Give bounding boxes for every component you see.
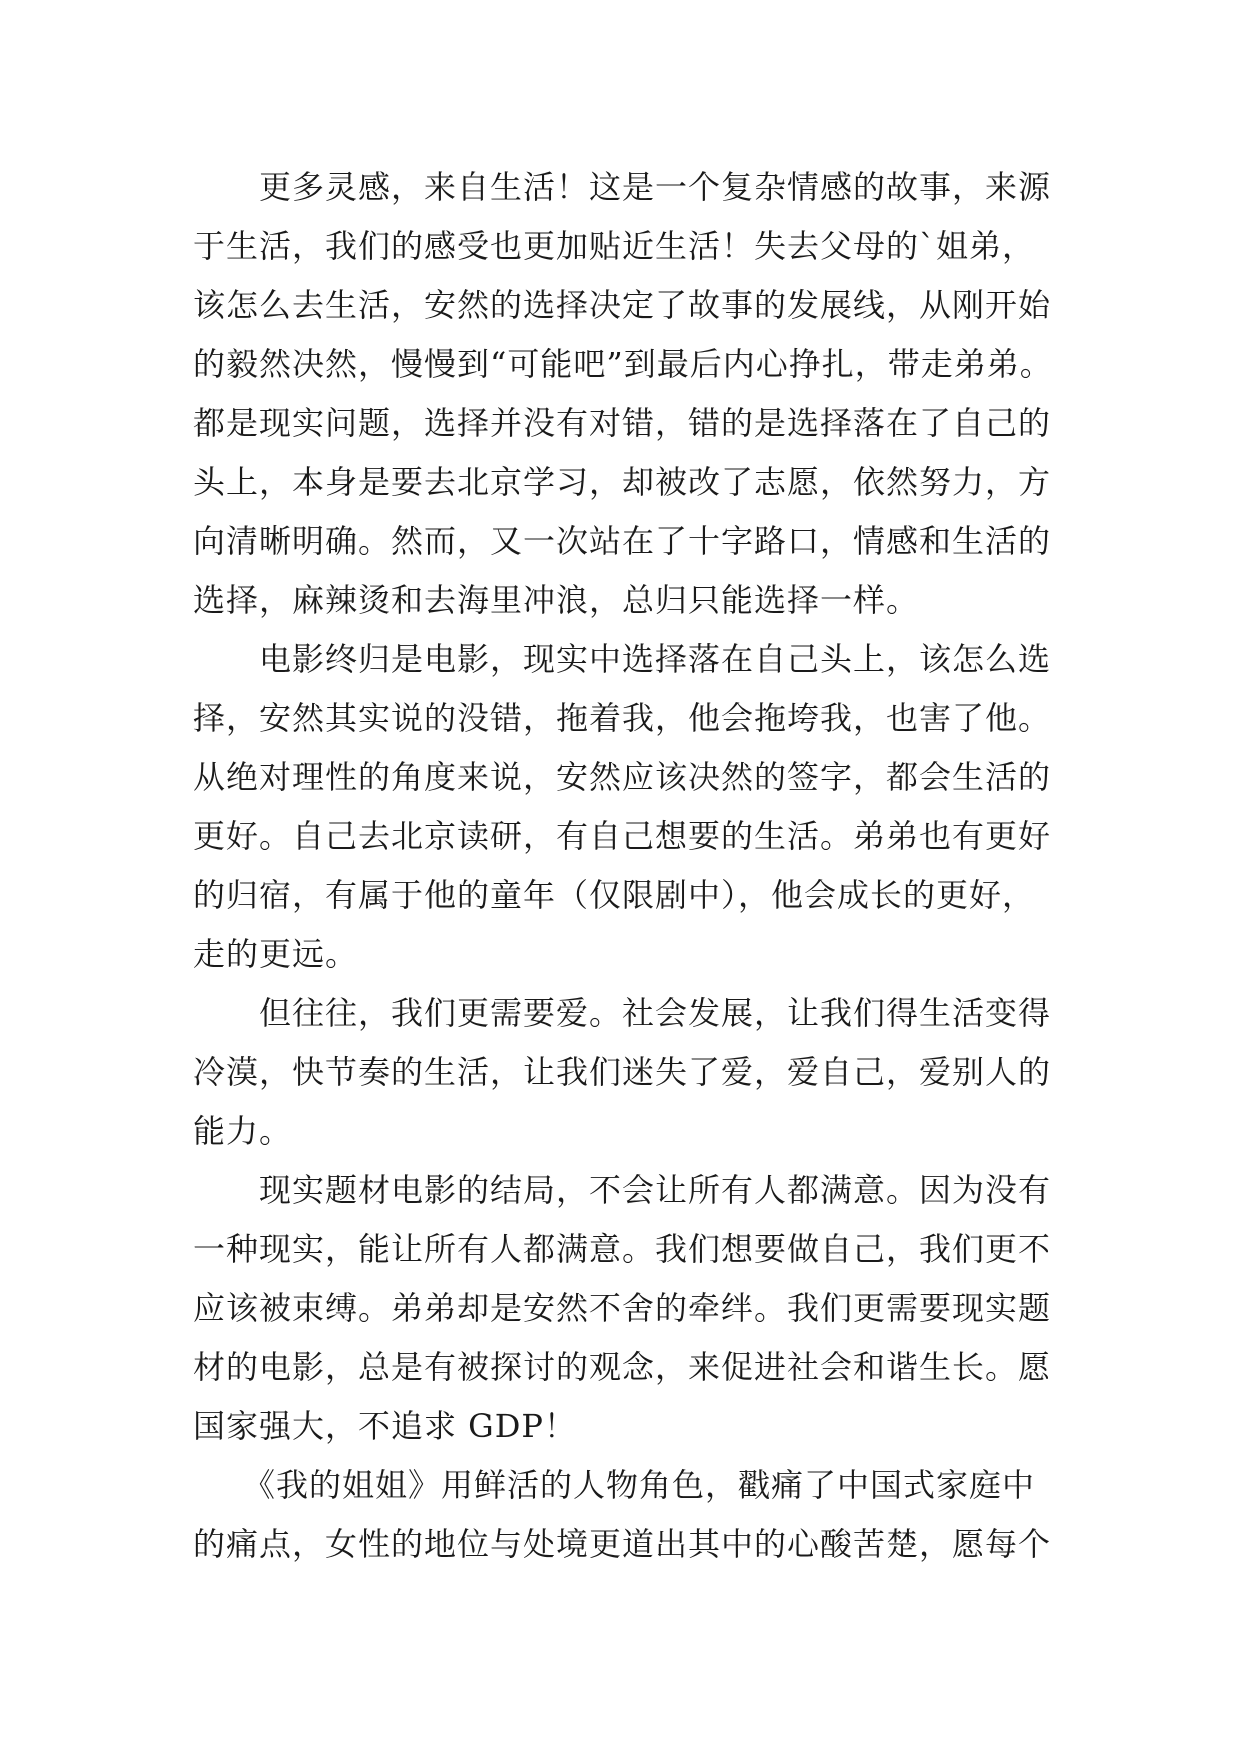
- text-line: 的归宿，有属于他的童年（仅限剧中），他会成长的更好，: [193, 876, 1036, 914]
- text-line: 选择，麻辣烫和去海里冲浪，总归只能选择一样。: [193, 581, 920, 619]
- text-line: 更好。自己去北京读研，有自己想要的生活。弟弟也有更好: [193, 817, 1052, 855]
- text-line: 都是现实问题，选择并没有对错，错的是选择落在了自己的: [193, 404, 1052, 442]
- text-line: 应该被束缚。弟弟却是安然不舍的牵绊。我们更需要现实题: [193, 1289, 1052, 1327]
- text-line: 向清晰明确。然而，又一次站在了十字路口，情感和生活的: [193, 522, 1052, 560]
- text-line: 能力。: [193, 1112, 293, 1150]
- text-line: 于生活，我们的感受也更加贴近生活！失去父母的`姐弟，: [193, 227, 1036, 265]
- text-line: 《我的姐姐》用鲜活的人物角色，戳痛了中国式家庭中: [193, 1466, 1036, 1504]
- text-line: 的毅然决然，慢慢到“可能吧”到最后内心挣扎，带走弟弟。: [193, 345, 1053, 383]
- text-line: 从绝对理性的角度来说，安然应该决然的签字，都会生活的: [193, 758, 1052, 796]
- text-line: 现实题材电影的结局，不会让所有人都满意。因为没有: [193, 1171, 1052, 1209]
- text-line: 但往往，我们更需要爱。社会发展，让我们得生活变得: [193, 994, 1052, 1032]
- text-line: 头上，本身是要去北京学习，却被改了志愿，依然努力，方: [193, 463, 1052, 501]
- text-line: 该怎么去生活，安然的选择决定了故事的发展线，从刚开始: [193, 286, 1052, 324]
- document-body: [193, 158, 1053, 1574]
- text-line: 择，安然其实说的没错，拖着我，他会拖垮我，也害了他。: [193, 699, 1052, 737]
- text-line: 的痛点，女性的地位与处境更道出其中的心酸苦楚，愿每个: [193, 1525, 1052, 1563]
- text-line: 冷漠，快节奏的生活，让我们迷失了爱，爱自己，爱别人的: [193, 1053, 1052, 1091]
- text-line: 走的更远。: [193, 935, 359, 973]
- text-line: 国家强大，不追求 GDP！: [193, 1407, 577, 1445]
- text-line: 电影终归是电影，现实中选择落在自己头上，该怎么选: [193, 640, 1052, 678]
- text-line: 更多灵感，来自生活！这是一个复杂情感的故事，来源: [193, 168, 1052, 206]
- text-line: 一种现实，能让所有人都满意。我们想要做自己，我们更不: [193, 1230, 1052, 1268]
- text-line: 材的电影，总是有被探讨的观念，来促进社会和谐生长。愿: [193, 1348, 1052, 1386]
